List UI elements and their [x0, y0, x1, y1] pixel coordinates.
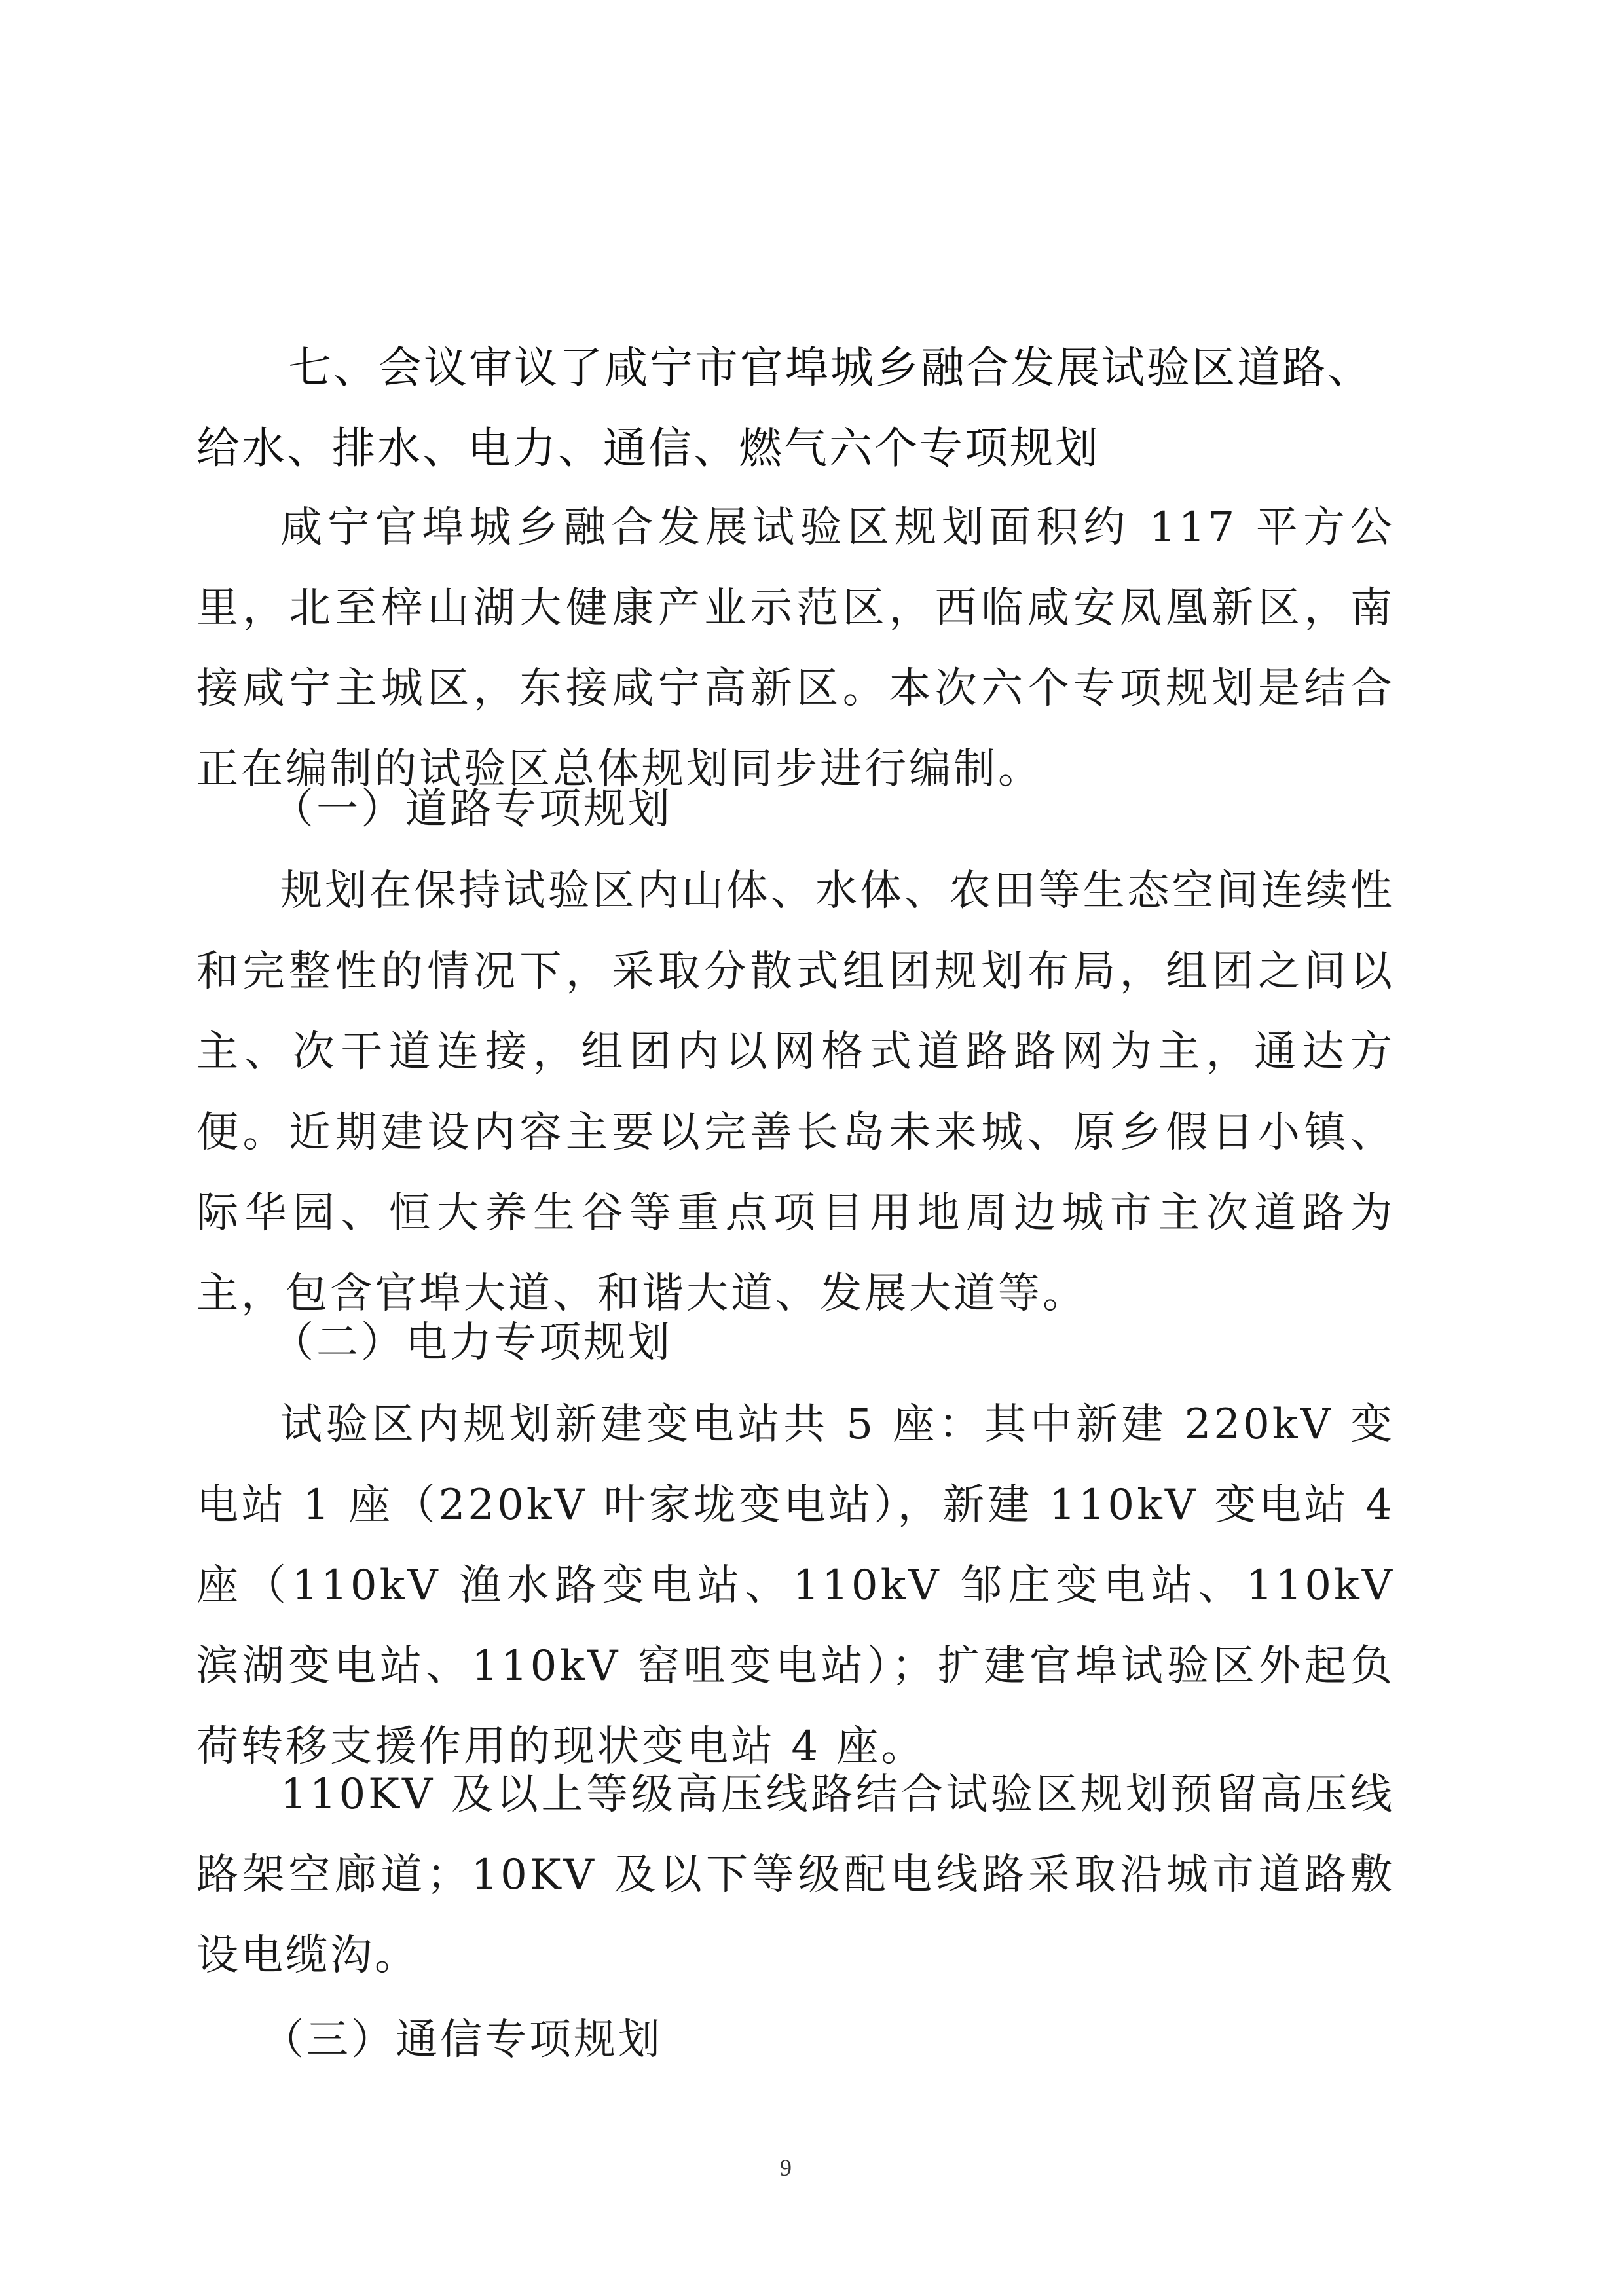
subsection-title-telecom: （三）通信专项规划: [262, 2016, 663, 2064]
page-number: 9: [780, 2155, 792, 2181]
subsection-title-power: （二）电力专项规划: [272, 1319, 673, 1367]
subsection-title-roads: （一）道路专项规划: [272, 785, 673, 833]
power-paragraph-substations: 试验区内规划新建变电站共 5 座：其中新建 220kV 变电站 1 座（220kV 叶家垅变电站），新建 110kV 变电站 4 座（110kV 渔水路变电站、110kV 邹庄变电站、110kV 滨湖变电站、110kV 窑咀变电站）；扩建官埠试验区外起负荷转移支援作用的现状变电站 4 座。: [196, 1400, 1395, 1771]
intro-paragraph: 咸宁官埠城乡融合发展试验区规划面积约 117 平方公里，北至梓山湖大健康产业示范区，西临咸安凤凰新区，南接咸宁主城区，东接咸宁高新区。本次六个专项规划是结合正在编制的试验区总体规划同步进行编制。: [196, 503, 1395, 793]
power-paragraph-lines: 110KV 及以上等级高压线路结合试验区规划预留高压线路架空廊道；10KV 及以下等级配电线路采取沿城市道路敷设电缆沟。: [196, 1770, 1395, 1980]
roads-paragraph: 规划在保持试验区内山体、水体、农田等生态空间连续性和完整性的情况下，采取分散式组团规划布局，组团之间以主、次干道连接，组团内以网格式道路路网为主，通达方便。近期建设内容主要以完善长岛未来城、原乡假日小镇、际华园、恒大养生谷等重点项目用地周边城市主次道路为主，包含官埠大道、和谐大道、发展大道等。: [196, 867, 1395, 1318]
section-heading: 七、会议审议了咸宁市官埠城乡融合发展试验区道路、给水、排水、电力、通信、燃气六个专项规划: [196, 342, 1373, 473]
